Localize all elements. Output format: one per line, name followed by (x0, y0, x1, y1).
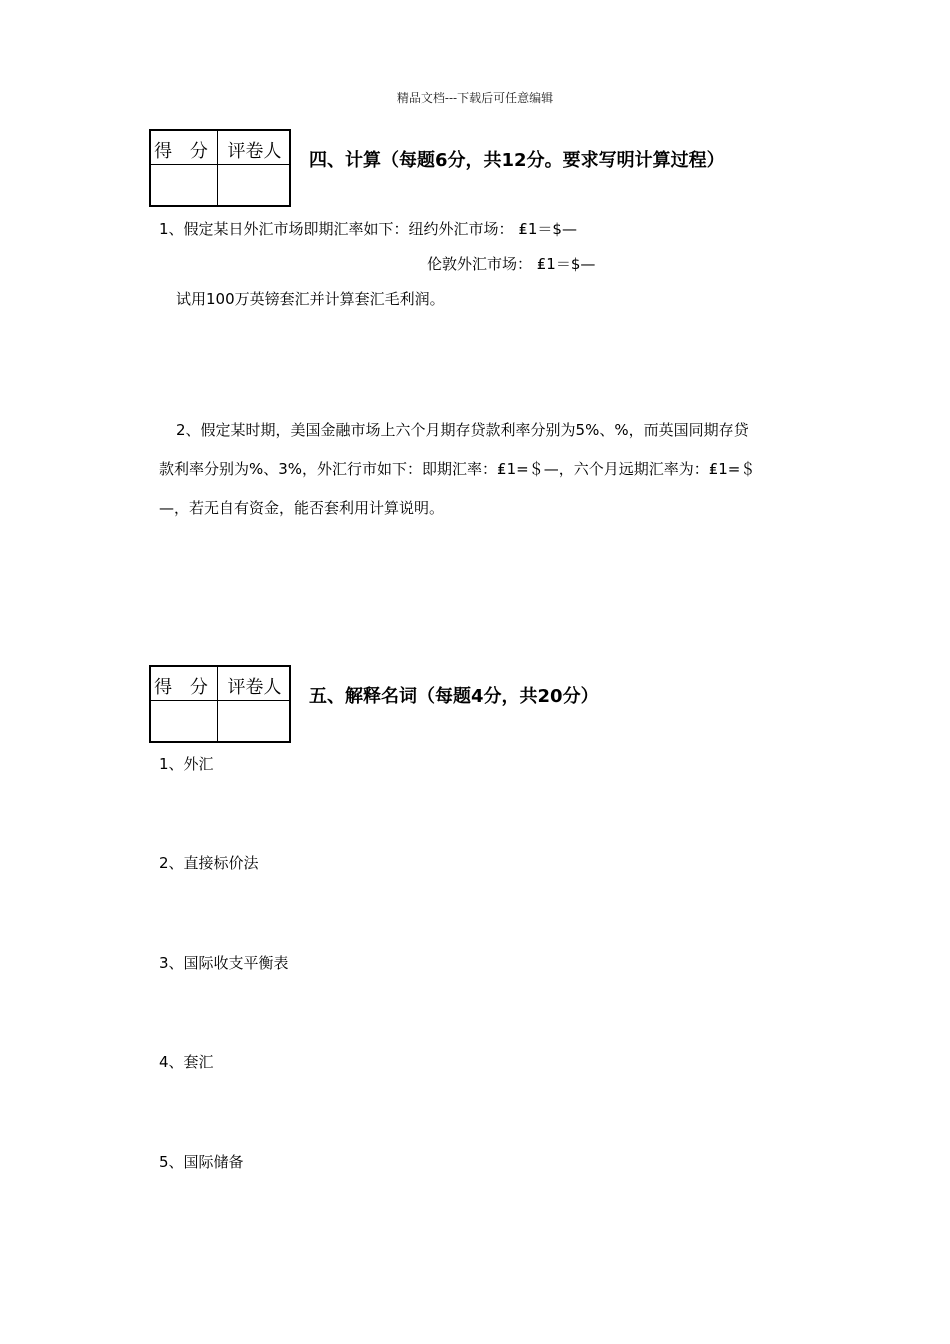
grader-label: 评卷人 (227, 141, 282, 162)
question-1-line-3: 试用100万英镑套汇并计算套汇毛利润。 (176, 290, 445, 308)
question-2-line-1: 2、假定某时期，美国金融市场上六个月期存贷款利率分别为5%、%，而英国同期存贷 (176, 421, 749, 439)
score-grader-table (149, 665, 291, 743)
term-item: 4、套汇 (159, 1053, 214, 1071)
question-1-line-1: 1、假定某日外汇市场即期汇率如下：纽约外汇市场： ₤1＝$— (159, 220, 577, 238)
section-5-title: 五、解释名词（每题4分，共20分） (309, 686, 599, 707)
question-2-line-3: —，若无自有资金，能否套利用计算说明。 (159, 499, 445, 517)
grader-label: 评卷人 (227, 677, 282, 698)
section-4-title: 四、计算（每题6分，共12分。要求写明计算过程） (309, 150, 725, 171)
term-item: 1、外汇 (159, 755, 214, 773)
term-item: 3、国际收支平衡表 (159, 954, 289, 972)
score-grader-table (149, 129, 291, 207)
score-label: 得 分 (154, 141, 214, 162)
score-label: 得 分 (154, 677, 214, 698)
term-item: 2、直接标价法 (159, 854, 259, 872)
question-1-line-2: 伦敦外汇市场： ₤1＝$— (427, 255, 596, 273)
question-2-line-2: 款利率分别为%、3%，外汇行市如下：即期汇率：₤1=＄—，六个月远期汇率为：₤1=＄ (159, 460, 756, 478)
page-header: 精品文档---下载后可任意编辑 (396, 91, 554, 105)
term-item: 5、国际储备 (159, 1153, 244, 1171)
